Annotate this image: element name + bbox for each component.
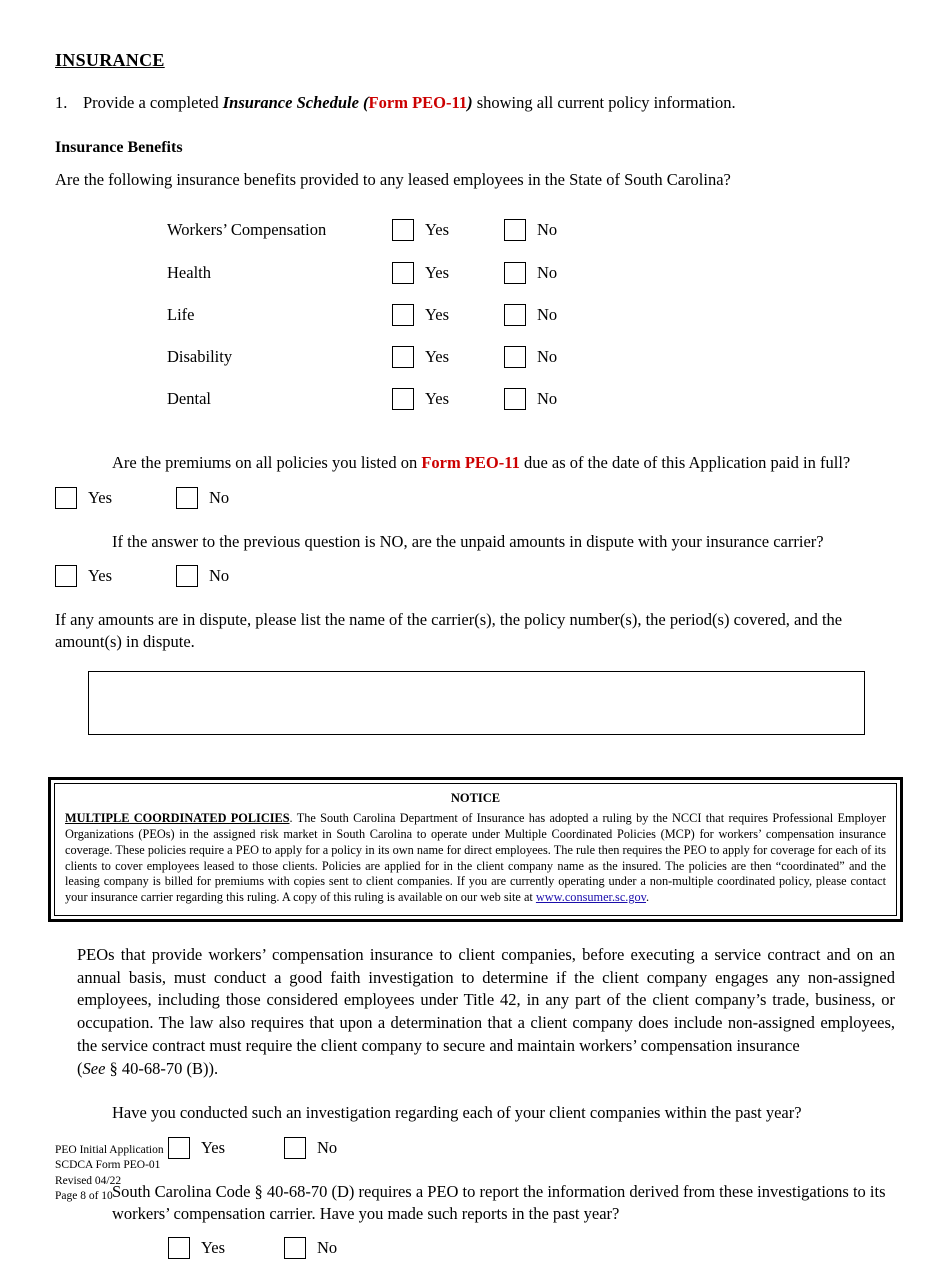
benefits-question: Are the following insurance benefits provided to any leased employees in the State of South Carolina? [55, 170, 731, 189]
premium-question [112, 452, 895, 474]
checkbox-label-yes: Yes [425, 304, 450, 324]
benefit-label-dental: Dental [167, 389, 211, 409]
footer-line-1: PEO Initial Application [55, 1144, 164, 1157]
checkbox-label-no: No [537, 220, 558, 240]
table-row [55, 346, 624, 388]
premium-question-before: Are the premiums on all policies you listed on [112, 453, 422, 473]
footer-line-3: Revised 04/22 [55, 1174, 122, 1187]
dispute-answer-row [55, 565, 895, 587]
checkbox-reports-yes[interactable] [168, 1237, 190, 1259]
item-text-before: Provide a completed [83, 93, 223, 112]
form-peo-11-ref: Form PEO-11 [421, 453, 520, 473]
checkbox-life-yes[interactable] [392, 304, 414, 326]
checkbox-label-no: No [537, 389, 558, 409]
citation-see: See [82, 1058, 106, 1078]
checkbox-dental-yes[interactable] [392, 388, 414, 410]
footer-page-number: Page 8 of 10 [55, 1189, 113, 1202]
checkbox-label-no: No [209, 565, 230, 585]
item-number: 1. [55, 93, 68, 112]
emphasis-close-paren: ) [467, 93, 473, 112]
checkbox-health-no[interactable] [504, 262, 526, 284]
form-peo-11-ref: Form PEO-11 [368, 93, 468, 112]
benefit-label-workers-comp: Workers’ Compensation [167, 220, 327, 240]
notice-body-text: . The South Carolina Department of Insurance has adopted a ruling by the NCCI that requires Professional Employer Organizations (PEOs) in the assigned risk market in South Carolina to operate under Multiple Coordinated Policies (MCP) for workers’ compensation insurance coverage. These policies require a PEO to apply for a policy in its own name for direct employees. The rule then requires the PEO to apply for coverage for each of its clients to cover employees leased to those clients. Policies are applied for in the client company name as the insured. The policies are then “coordinated” and the leasing company is billed for premiums with copies sent to client companies. If you are currently operating under a non-multiple coordinated policy, please contact your insurance carrier regarding this ruling. A copy of this ruling is available on our web site at [65, 811, 886, 905]
benefit-no-workers-comp [504, 219, 624, 261]
checkbox-label-yes: Yes [425, 262, 450, 282]
investigation-q2-answer-row [168, 1237, 895, 1259]
checkbox-disability-yes[interactable] [392, 346, 414, 368]
checkbox-label-yes: Yes [425, 347, 450, 367]
notice-body [65, 811, 886, 905]
checkbox-dispute-no[interactable] [176, 565, 198, 587]
instruction-item-1 [55, 93, 895, 113]
investigation-paragraph-text: PEOs that provide workers’ compensation insurance to client companies, before executing a service contract and on an annual basis, must conduct a good faith investigation to determine if the client company engages any non-assigned employees, including those considered employees under Title 42, in any part of the client company’s trade, business, or occupation. The law also requires that upon a determination that a client company does include non-assigned employees, the service contract must require the client company to secure and maintain workers’ compensation insurance [77, 944, 895, 1055]
page-title: INSURANCE [55, 50, 165, 70]
table-row [55, 261, 624, 303]
checkbox-label-no: No [537, 304, 558, 324]
checkbox-reports-no[interactable] [284, 1237, 306, 1259]
notice-title: NOTICE [450, 791, 501, 806]
checkbox-label-yes: Yes [425, 220, 450, 240]
checkbox-investigation-yes[interactable] [168, 1137, 190, 1159]
investigation-question-2: South Carolina Code § 40-68-70 (D) requires a PEO to report the information derived from these investigations to its workers’ compensation carrier. Have you made such reports in the past year? [112, 1181, 886, 1223]
benefit-yes-health [392, 261, 504, 303]
benefit-no-health [504, 261, 624, 303]
notice-heading: MULTIPLE COORDINATED POLICIES [65, 811, 290, 826]
premium-answer-row [55, 487, 895, 509]
notice-inner-border [54, 783, 897, 915]
checkbox-label-no: No [317, 1238, 338, 1258]
dispute-question: If the answer to the previous question is NO, are the unpaid amounts in dispute with your insurance carrier? [112, 531, 824, 551]
dispute-details-textarea[interactable] [88, 671, 865, 735]
dispute-list-prompt: If any amounts are in dispute, please list the name of the carrier(s), the policy number(s), the period(s) covered, and the amount(s) in dispute. [55, 609, 843, 652]
checkbox-label-yes: Yes [201, 1238, 226, 1258]
checkbox-label-yes: Yes [425, 389, 450, 409]
benefit-no-life [504, 304, 624, 346]
table-row [55, 219, 624, 261]
benefit-yes-life [392, 304, 504, 346]
benefits-table [55, 219, 624, 430]
table-row [55, 304, 624, 346]
investigation-question-1: Have you conducted such an investigation regarding each of your client companies within the past year? [112, 1103, 802, 1123]
checkbox-label-no: No [537, 262, 558, 282]
checkbox-health-yes[interactable] [392, 262, 414, 284]
premium-question-after: due as of the date of this Application paid in full? [519, 453, 851, 473]
checkbox-workers-comp-yes[interactable] [392, 219, 414, 241]
page-content [55, 50, 895, 1281]
benefit-label-disability: Disability [167, 347, 233, 367]
footer-line-2: SCDCA Form PEO-01 [55, 1159, 161, 1172]
checkbox-label-no: No [317, 1137, 338, 1157]
item-text-after: showing all current policy information. [472, 93, 736, 112]
benefit-no-dental [504, 388, 624, 430]
checkbox-label-no: No [209, 487, 230, 507]
notice-box [48, 777, 903, 921]
checkbox-dispute-yes[interactable] [55, 565, 77, 587]
checkbox-label-yes: Yes [88, 487, 113, 507]
benefit-no-disability [504, 346, 624, 388]
benefit-yes-disability [392, 346, 504, 388]
citation-rest: § 40-68-70 (B)). [105, 1058, 219, 1078]
benefit-yes-workers-comp [392, 219, 504, 261]
table-row [55, 388, 624, 430]
insurance-schedule-emphasis: Insurance Schedule ( [222, 93, 369, 112]
checkbox-investigation-no[interactable] [284, 1137, 306, 1159]
checkbox-disability-no[interactable] [504, 346, 526, 368]
page-footer [55, 1143, 164, 1204]
benefit-label-health: Health [167, 262, 211, 282]
investigation-q1-answer-row [168, 1137, 895, 1159]
benefit-yes-dental [392, 388, 504, 430]
consumer-sc-gov-link[interactable]: www.consumer.sc.gov [535, 890, 647, 905]
insurance-benefits-heading: Insurance Benefits [55, 139, 183, 156]
checkbox-workers-comp-no[interactable] [504, 219, 526, 241]
checkbox-label-yes: Yes [201, 1137, 226, 1157]
checkbox-label-no: No [537, 347, 558, 367]
notice-body-period: . [646, 890, 650, 905]
checkbox-life-no[interactable] [504, 304, 526, 326]
checkbox-premiums-paid-yes[interactable] [55, 487, 77, 509]
checkbox-label-yes: Yes [88, 565, 113, 585]
benefit-label-life: Life [167, 304, 195, 324]
checkbox-dental-no[interactable] [504, 388, 526, 410]
investigation-paragraph: PEOs that provide workers’ compensation insurance to client companies, before executing a service contract and on an annual basis, must conduct a good faith investigation to determine if the client company engages any non-assigned employees, including those considered employees under Title 42, in any part of the client company’s trade, business, or occupation. The law also requires that upon a determination that a client company does include non-assigned employees, the service contract must require the client company to secure and maintain workers’ compensation insurance (See § 40-68-70 (B)). [77, 944, 895, 1078]
checkbox-premiums-paid-no[interactable] [176, 487, 198, 509]
